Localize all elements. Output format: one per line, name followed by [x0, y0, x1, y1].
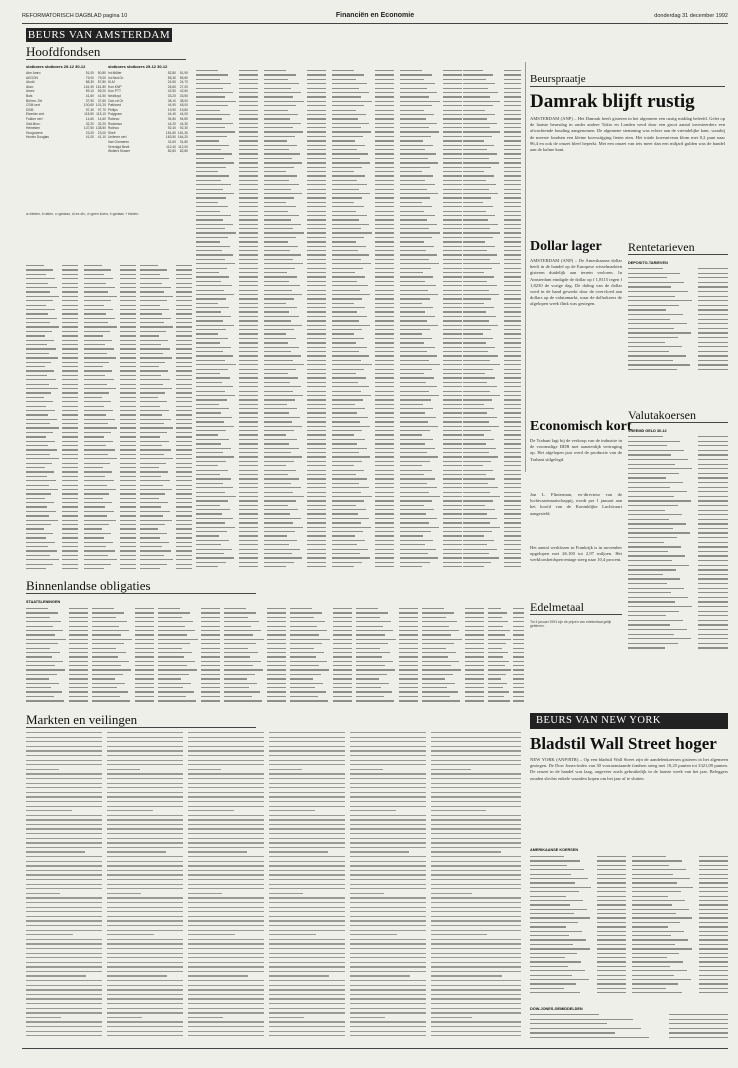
quote-value: 59,10: [85, 89, 94, 94]
quote-name: Amev: [26, 89, 35, 94]
dollar-body: AMSTERDAM (ANP) – De Amerikaanse dollar heeft in de handel op de Europese wisselmarkten gisteren duidelijk aan terrein verloren. In Amsterdam eindigde de dollar op f 1,8115 tegen f 1,8230 de vorige dag. De daling van de dollar werd in de hand gewerkt door de overvloed aan dollars op de valutamarkt, waar de dollarkoers de afgelopen week flink was gestegen.: [530, 258, 622, 307]
stock-column: [400, 70, 462, 575]
newyork-banner: BEURS VAN NEW YORK: [530, 713, 728, 729]
newyork-body: NEW YORK (ANP/RTR) – Op een bladstil Wall Street zijn de aandelenkoersen gisteren in het algemeen gestegen. De Dow Jones-index van 30 vooraanstaande fondsen steeg met 10,25 punten tot 3321,09 punten. De omzet in de handel was laag, ongeveer zoals gebruikelijk in de laatste week van het jaar. Beleggers zouden slechts enkele waarden kopen om het jaar af te sluiten.: [530, 757, 728, 781]
quote-value: 19,90: [167, 107, 176, 112]
quote-name: Akzo: [26, 84, 34, 89]
koersen-column: [632, 856, 728, 1001]
quote-name: Elsevier cert: [26, 112, 45, 117]
header-rule: [22, 23, 728, 24]
quote-name: Pakhoed: [108, 103, 122, 108]
obligatie-column: [356, 608, 418, 708]
quote-value: 24,70: [179, 80, 188, 85]
obligatie-column: [422, 608, 484, 708]
quote-value: 97,40: [85, 107, 94, 112]
quote-value: 27,00: [179, 84, 188, 89]
header-date: donderdag 31 december 1992: [654, 13, 728, 19]
quote-value: 92,40: [167, 126, 176, 131]
vreemd-geld-subhead: VREEMD GELD 30-12: [628, 429, 667, 433]
quote-name: Shell: [108, 130, 116, 135]
quote-value: 115,10: [96, 112, 106, 117]
hoofdfondsen-left: [26, 64, 106, 214]
quote-value: 37,90: [85, 98, 94, 103]
quote-value: 101,20: [95, 103, 106, 108]
obligatie-column: [26, 608, 88, 708]
quote-value: 24,50: [167, 80, 176, 85]
footer-rule: [22, 1048, 728, 1049]
markten-column: [350, 732, 426, 1042]
quote-value: 137,50: [83, 126, 94, 131]
quote-value: 42,50: [167, 89, 176, 94]
quote-name: Robeco: [108, 116, 120, 121]
rente-row-block: [628, 268, 728, 378]
quote-value: 138,50: [95, 126, 106, 131]
quote-value: 82,80: [179, 149, 188, 154]
quote-value: 181,60: [165, 130, 176, 135]
quote-value: 33,20: [167, 93, 176, 98]
quote-name: Heineken: [26, 126, 40, 131]
quote-name: Océ-vd Gr: [108, 98, 124, 103]
staatsleningen-subhead: STAATSLENINGEN: [26, 600, 61, 604]
newyork-headline: Bladstil Wall Street hoger: [530, 734, 717, 753]
obligatie-column: [488, 608, 524, 708]
quote-name: Int.Ned.Gr.: [108, 75, 124, 80]
quote-name: Hunter Douglas: [26, 135, 49, 140]
stock-column: [196, 70, 258, 575]
quote-value: 41,00: [85, 135, 94, 140]
quote-name: Bührm.-Tet: [26, 98, 43, 103]
obligatie-column: [158, 608, 220, 708]
hoofdfondsen-right-header: slotkoers slotkoers 29-12 30-12: [108, 64, 168, 69]
valutakoersen-title: Valutakoersen: [628, 408, 728, 423]
quote-name: CSM cert: [26, 103, 40, 108]
quote-name: Ahold: [26, 80, 35, 85]
quote-value: 45,00: [179, 103, 188, 108]
quote-value: 32,20: [97, 121, 106, 126]
quote-value: 32,20: [85, 121, 94, 126]
quote-value: 44,00: [179, 112, 188, 117]
valuta-row-block: [628, 436, 728, 656]
quote-value: 52,80: [167, 71, 176, 75]
koersen-column: [530, 856, 626, 1001]
quote-name: Rodamco: [108, 121, 123, 126]
quote-name: Polygram: [108, 112, 122, 117]
quote-value: 26,60: [167, 84, 176, 89]
quote-value: 41,50: [97, 93, 106, 98]
quote-value: 41,60: [85, 93, 94, 98]
dowjones-rows: [530, 1014, 728, 1042]
stock-column: [26, 265, 78, 575]
binnenlandse-title: Binnenlandse obligaties: [26, 578, 256, 594]
rentetarieven-title: Rentetarieven: [628, 240, 728, 255]
quote-name: Kon.PTT: [108, 89, 122, 94]
quote-value: 50,80: [97, 71, 106, 75]
quote-value: 51,00: [85, 71, 94, 75]
dollar-headline: Dollar lager: [530, 239, 602, 254]
quote-name: Nedlloyd: [108, 93, 121, 98]
quote-value: 94,80: [179, 116, 188, 121]
dowjones-title: DOW-JONES-GEMIDDELDEN: [530, 1007, 583, 1011]
hoofdfondsen-footnote: a=bieden, b=laten, c=gedaan, d=ex-div., e=geen koers, f=gedaan + bieden.: [26, 212, 140, 216]
header-section: Financiën en Economie: [335, 12, 415, 19]
edelmetaal-body: Tot 4 januari 1993 zijn de prijzen van edelmetaal gelijk gebleven.: [530, 620, 612, 629]
deposito-subhead: DEPOSITO-TARIEVEN: [628, 261, 668, 265]
right-column-divider: [525, 62, 526, 472]
economisch-headline: Economisch kort: [530, 419, 632, 434]
dowjones-row-block: [530, 1014, 728, 1042]
quote-value: 79,00: [85, 75, 94, 80]
obligatie-column: [224, 608, 286, 708]
obligatie-column: [92, 608, 154, 708]
quote-value: 88,30: [85, 80, 94, 85]
hoofdfondsen-left-header: slotkoers slotkoers 29-12 30-12: [26, 64, 86, 69]
quote-value: 87,80: [97, 80, 106, 85]
quote-value: 42,60: [179, 89, 188, 94]
quote-value: 161,80: [95, 84, 106, 89]
quote-value: 92,30: [179, 126, 188, 131]
quote-name: Int.Müller: [108, 71, 122, 75]
hoofdfondsen-right-rows: [108, 71, 188, 154]
markten-column: [107, 732, 183, 1042]
stock-column: [332, 70, 394, 575]
quote-value: 94,80: [167, 116, 176, 121]
beurspraatje-body: AMSTERDAM (ANP) – Het Damrak heeft gisteren in het algemeen een rustig middag beleefd. Gelet op de laatste beursdag in onder andere Tokio en Londen werd door een groot aantal investeerders een afwachtende houding aangenomen. De algemene stemming was echter aan de vriendelijke kant, waarbij de meeste fondsen een kleine koersstijging lieten zien. Het totale koersniveau klom met 0,2 punt naar 96,4 en ook de omzet bleef beperkt. Met een omzet van iets meer dan een miljard gulden was de handel aan de kalme kant.: [530, 116, 725, 153]
stock-column: [84, 265, 136, 575]
stock-column: [463, 70, 521, 575]
quote-value: 55,60: [179, 75, 188, 80]
quote-value: 100,60: [83, 103, 94, 108]
quote-value: 14,60: [97, 116, 106, 121]
beurspraatje-section: Beurspraatje: [530, 73, 725, 87]
quote-value: 163,50: [165, 135, 176, 140]
quote-value: 51,90: [179, 71, 188, 75]
quote-value: 112,40: [166, 144, 176, 149]
quote-value: 19,80: [179, 107, 188, 112]
quote-value: 164,20: [177, 135, 188, 140]
quote-name: AEGON: [26, 75, 38, 80]
edelmetaal-title: Edelmetaal: [530, 600, 622, 615]
quote-name: Rolinco: [108, 126, 119, 131]
quote-row: [108, 149, 188, 154]
quote-value: 97,70: [97, 107, 106, 112]
hoofdfondsen-left-rows: [26, 71, 106, 140]
quote-name: Abn Amro: [26, 71, 41, 75]
quote-name: Wolters Kluwer: [108, 149, 131, 154]
markten-column: [269, 732, 345, 1042]
amsterdam-banner: BEURS VAN AMSTERDAM: [27, 29, 171, 41]
hoofdfondsen-title: Hoofdfondsen: [26, 44, 186, 60]
beurspraatje-headline: Damrak blijft rustig: [530, 91, 695, 112]
quote-name: Philips: [108, 107, 118, 112]
economisch-body-2: Jan L. Flinterman, ex-directeur van de luchtvaartmaatschappij, wordt per 1 januari aan het hoofd van de Koninklijke Luchtvaart aangesteld.: [530, 492, 622, 516]
valutakoersen-rows: [628, 436, 728, 656]
quote-name: Verenigd Bezit: [108, 144, 130, 149]
quote-value: 55,30: [167, 75, 176, 80]
quote-value: 23,00: [97, 130, 106, 135]
quote-name: KLM: [108, 80, 115, 85]
quote-value: 23,20: [85, 130, 94, 135]
quote-value: 44,40: [167, 112, 176, 117]
quote-value: 31,60: [167, 139, 176, 144]
quote-value: 33,50: [179, 93, 188, 98]
quote-value: 41,10: [97, 135, 106, 140]
quote-value: 31,80: [179, 139, 188, 144]
economisch-body-1: De Trabant lagt bij de verkoop van de industrie in de voormalige DDR met aanzienlijk vertraging op. Het afgelopen jaar werd de productie van de Trabant stilgelegd.: [530, 438, 622, 462]
quote-name: Kon.KNP: [108, 84, 122, 89]
quote-value: 37,60: [97, 98, 106, 103]
quote-name: Van Ommeren: [108, 139, 130, 144]
obligatie-column: [290, 608, 352, 708]
markten-column: [188, 732, 264, 1042]
quote-name: Hoogovens: [26, 130, 43, 135]
economisch-body-3: Het aantal werklozen in Frankrijk is in november opgelopen met 26.100 tot 2,97 miljoen. Het werkloosheidspercentage steeg naar 10,4 procent.: [530, 545, 622, 563]
quote-value: 79,00: [97, 75, 106, 80]
quote-name: Bols: [26, 93, 33, 98]
rentetarieven-rows: [628, 268, 728, 378]
quote-value: 82,60: [167, 149, 176, 154]
quote-value: 161,90: [83, 84, 94, 89]
header-publication: REFORMATORISCH DAGBLAD pagina 10: [22, 13, 128, 19]
quote-value: 44,20: [167, 121, 176, 126]
quote-name: Gist-Broc.: [26, 121, 41, 126]
quote-name: Unilever cert: [108, 135, 127, 140]
quote-value: 44,90: [167, 103, 176, 108]
amerikaanse-koersen-title: AMERIKAANSE KOERSEN: [530, 848, 579, 852]
quote-value: 38,00: [179, 98, 188, 103]
quote-value: 181,30: [177, 130, 188, 135]
stock-column: [140, 265, 192, 575]
quote-name: Fokker cert: [26, 116, 43, 121]
quote-value: 112,00: [178, 144, 188, 149]
markten-column: [26, 732, 102, 1042]
markten-column: [431, 732, 521, 1042]
quote-name: DSM: [26, 107, 34, 112]
quote-value: 59,20: [97, 89, 106, 94]
quote-value: 14,60: [85, 116, 94, 121]
quote-row: [26, 135, 106, 140]
quote-value: 44,30: [179, 121, 188, 126]
quote-value: 38,10: [167, 98, 176, 103]
hoofdfondsen-right: [108, 64, 188, 214]
markten-title: Markten en veilingen: [26, 712, 256, 728]
stock-column: [264, 70, 326, 575]
quote-value: 115,50: [84, 112, 94, 117]
